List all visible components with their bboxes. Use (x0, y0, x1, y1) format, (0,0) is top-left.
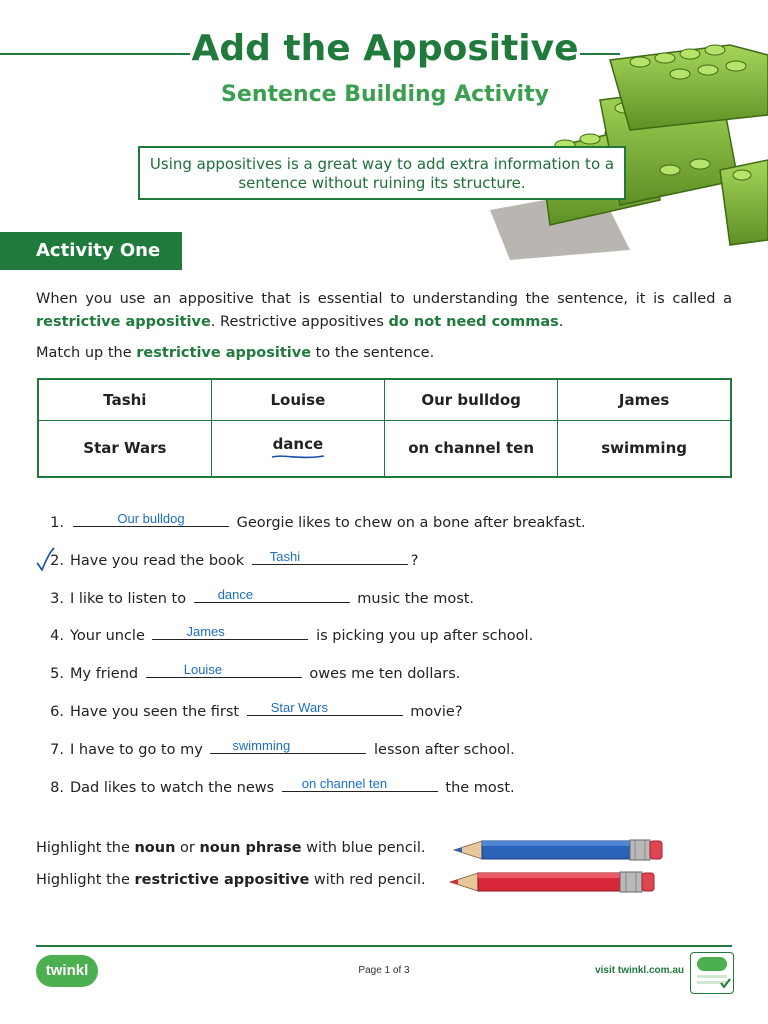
answer-text: Louise (183, 662, 223, 677)
question-text: music the most. (352, 591, 475, 607)
hl-text: with red pencil. (309, 872, 426, 888)
question-text: the most. (440, 780, 515, 796)
intro-box: Using appositives is a great way to add extra information to a sentence without ruining its structure. (138, 146, 626, 200)
question-text: I have to go to my (70, 742, 208, 758)
question-text: Georgie likes to chew on a bone after breakfast. (232, 515, 586, 531)
question-row (36, 510, 586, 532)
answer-blank[interactable] (247, 699, 403, 716)
word-cell: on channel ten (385, 420, 558, 477)
quality-badge-icon (690, 952, 734, 994)
hl-text: with blue pencil. (301, 840, 426, 856)
answer-text: dance (217, 587, 254, 602)
answer-text: Star Wars (270, 700, 329, 715)
footer-link[interactable]: visit twinkl.com.au (595, 965, 684, 976)
hl-text: Highlight the (36, 840, 135, 856)
match-instructions (36, 342, 732, 365)
question-number: 7. (50, 742, 64, 758)
question-text: I like to listen to (70, 591, 191, 607)
word-cell: Star Wars (38, 420, 211, 477)
answer-blank[interactable] (210, 737, 366, 754)
footer-rule (36, 945, 732, 947)
page-number: Page 1 of 3 (358, 965, 410, 976)
answer-blank[interactable] (152, 623, 308, 640)
word-cell: swimming (558, 420, 731, 477)
answer-blank[interactable] (73, 510, 229, 527)
activity-one-banner: Activity One (0, 232, 182, 270)
question-text: Dad likes to watch the news (70, 780, 279, 796)
answer-text: Tashi (269, 549, 301, 564)
hl-text: Highlight the (36, 872, 135, 888)
question-number: 1. (50, 515, 64, 531)
word-cell-text: dance (272, 435, 324, 454)
brick-right (720, 160, 768, 245)
question-number: 5. (50, 666, 64, 682)
instr-text-1: When you use an appositive that is essential to understanding the sentence, it is called a (36, 291, 732, 307)
question-text: My friend (70, 666, 143, 682)
match-text-1: Match up the (36, 345, 137, 361)
answer-blank[interactable] (194, 586, 350, 603)
question-row (36, 586, 474, 608)
question-text: owes me ten dollars. (304, 666, 461, 682)
answer-text: Our bulldog (117, 511, 185, 526)
question-text: Your uncle (70, 628, 150, 644)
instr-keyword-2: do not need commas (388, 314, 559, 330)
hl-keyword: restrictive appositive (134, 872, 310, 888)
question-text: lesson after school. (369, 742, 515, 758)
activity-instructions (36, 288, 732, 334)
brick-top (610, 45, 768, 130)
match-keyword: restrictive appositive (136, 345, 312, 361)
handwritten-underline (270, 453, 326, 461)
question-number: 6. (50, 704, 64, 720)
question-row (36, 699, 463, 721)
word-cell: Louise (211, 379, 384, 420)
twinkl-logo: twinkl (36, 955, 98, 987)
hl-keyword: noun phrase (199, 840, 302, 856)
answer-blank[interactable] (282, 775, 438, 792)
word-cell: Tashi (38, 379, 211, 420)
question-text: Have you seen the first (70, 704, 244, 720)
instr-text-2: . Restrictive appositives (210, 314, 389, 330)
badge-graphic (691, 953, 733, 993)
question-row (36, 775, 515, 797)
question-text: is picking you up after school. (311, 628, 534, 644)
question-row (36, 737, 515, 759)
word-cell: James (558, 379, 731, 420)
question-text: ? (410, 553, 419, 569)
question-text: Have you read the book (70, 553, 249, 569)
question-row (36, 548, 418, 570)
hl-keyword: noun (134, 840, 176, 856)
answer-text: swimming (232, 738, 291, 753)
word-cell: Our bulldog (385, 379, 558, 420)
word-cell-dance (211, 420, 384, 477)
page-subtitle: Sentence Building Activity (221, 82, 549, 107)
answer-blank[interactable] (252, 548, 408, 565)
tick-mark-icon (34, 546, 56, 572)
instr-text-3: . (558, 314, 564, 330)
question-number: 4. (50, 628, 64, 644)
hl-text: or (175, 840, 200, 856)
match-text-2: to the sentence. (311, 345, 435, 361)
question-number: 8. (50, 780, 64, 796)
instr-keyword-1: restrictive appositive (36, 314, 211, 330)
red-pencil-icon (448, 869, 660, 895)
question-text: movie? (405, 704, 463, 720)
question-number: 3. (50, 591, 64, 607)
question-row (36, 661, 460, 683)
answer-blank[interactable] (146, 661, 302, 678)
question-number: 2. (50, 553, 64, 569)
answer-text: on channel ten (301, 776, 388, 791)
highlight-instruction-red (36, 872, 426, 888)
question-row (36, 623, 533, 645)
word-bank-table (37, 378, 732, 478)
header-rule-left (0, 53, 190, 55)
word-bank-row (38, 420, 731, 477)
word-bank-row (38, 379, 731, 420)
page-title: Add the Appositive (191, 28, 579, 69)
answer-text: James (186, 624, 225, 639)
highlight-instruction-blue (36, 840, 425, 856)
blue-pencil-icon (452, 838, 664, 864)
